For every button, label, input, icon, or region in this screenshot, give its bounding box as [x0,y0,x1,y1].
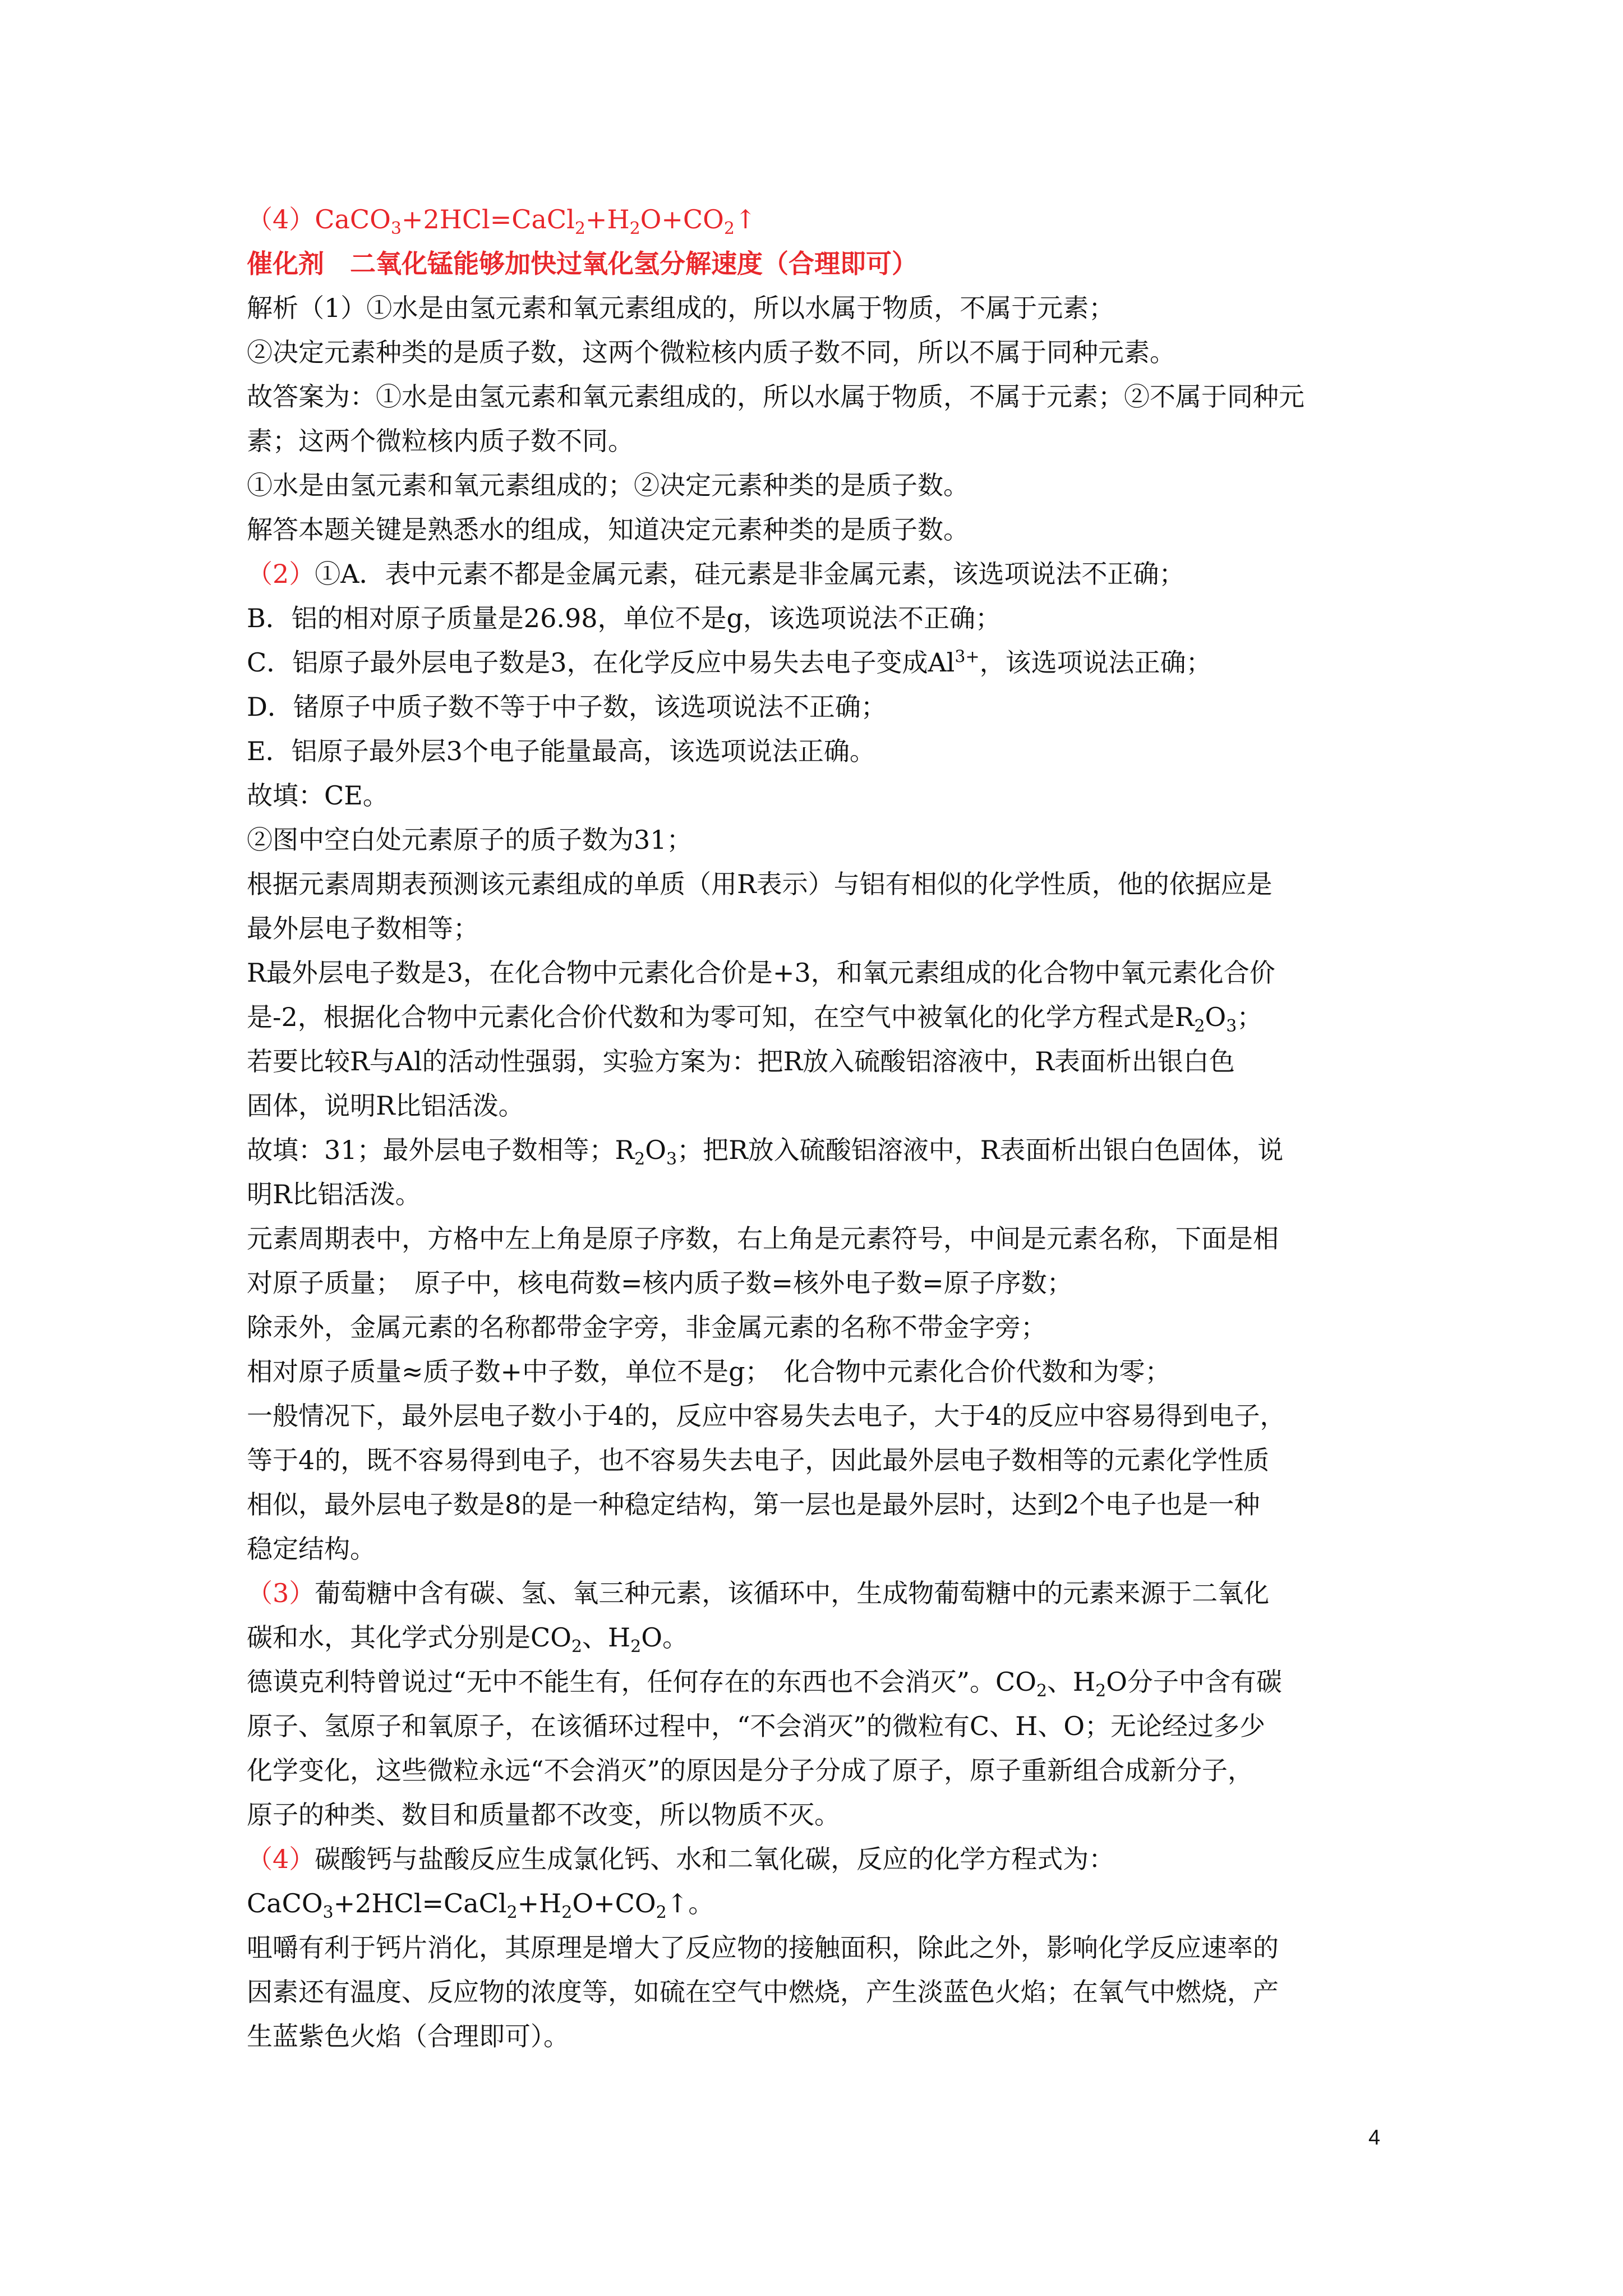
analysis-line: 化学变化，这些微粒永远“不会消灭”的原因是分子分成了原子，原子重新组合成新分子， [247,1755,1254,1786]
analysis-line: 一般情况下，最外层电子数小于4的，反应中容易失去电子，大于4的反应中容易得到电子， [247,1401,1286,1431]
analysis-line: 故填：31；最外层电子数相等；$R_2O_3$；把R放入硫酸铝溶液中，R表面析出银白色固体，说 [247,1135,1284,1170]
analysis-line: 原子、氢原子和氧原子，在该循环过程中，“不会消灭”的微粒有C、H、O；无论经过多少 [247,1711,1266,1741]
answer-equation: $CaCO_3+2HCl=CaCl_2+H_2O+CO_2↑$ [315,204,757,239]
analysis-line: B．铝的相对原子质量是26.98，单位不是g，该选项说法不正确； [247,603,1001,633]
analysis-line: 相对原子质量≈质子数+中子数，单位不是g； 化合物中元素化合价代数和为零； [247,1356,1171,1387]
answer-content [247,197,1391,2059]
analysis-line: 若要比较R与Al的活动性强弱，实验方案为：把R放入硫酸铝溶液中，R表面析出银白色 [247,1046,1235,1076]
answer-equation-line [247,197,1391,242]
analysis-line: 故填：CE。 [247,780,389,811]
analysis-line: 最外层电子数相等； [247,913,479,944]
section-label: （3） [247,1578,315,1608]
analysis-line: ②图中空白处元素原子的质子数为31； [247,825,693,855]
answer-equation-label: （4） [247,204,315,234]
analysis-line: 是-2，根据化合物中元素化合价代数和为零可知，在空气中被氧化的化学方程式是$R_2O_3$； [247,1002,1263,1037]
analysis-line: 因素还有温度、反应物的浓度等，如硫在空气中燃烧，产生淡蓝色火焰；在氧气中燃烧，产 [247,1977,1279,2007]
analysis-line: 稳定结构。 [247,1534,376,1564]
analysis-line: 解答本题关键是熟悉水的组成，知道决定元素种类的是质子数。 [247,514,969,545]
analysis-line: 除汞外，金属元素的名称都带金字旁，非金属元素的名称不带金字旁； [247,1312,1046,1342]
analysis-line: 固体，说明R比铝活泼。 [247,1091,524,1121]
analysis-line: （2）①A．表中元素不都是金属元素，硅元素是非金属元素，该选项说法不正确； [247,559,1185,589]
analysis-line: R最外层电子数是3，在化合物中元素化合价是+3，和氧元素组成的化合物中氧元素化合价 [247,958,1275,988]
analysis-line: 素；这两个微粒核内质子数不同。 [247,426,634,456]
analysis-line: 相似，最外层电子数是8的是一种稳定结构，第一层也是最外层时，达到2个电子也是一种 [247,1489,1260,1520]
analysis-line: 元素周期表中，方格中左上角是原子序数，右上角是元素符号，中间是元素名称，下面是相 [247,1223,1279,1254]
analysis-line: ②决定元素种类的是质子数，这两个微粒核内质子数不同，所以不属于同种元素。 [247,337,1175,367]
analysis-line: 原子的种类、数目和质量都不改变，所以物质不灭。 [247,1800,840,1830]
analysis-line: 德谟克利特曾说过“无中不能生有，任何存在的东西也不会消灭”。$CO_2$、$H_2O$分子中含有碳 [247,1667,1282,1701]
analysis-line: 碳和水，其化学式分别是$CO_2$、$H_2O$。 [247,1622,688,1657]
analysis-line: C．铝原子最外层电子数是3，在化学反应中易失去电子变成$Al^{3+}$，该选项说法正确； [247,647,1212,678]
analysis-line: 等于4的，既不容易得到电子，也不容易失去电子，因此最外层电子数相等的元素化学性质 [247,1445,1270,1475]
analysis-line: 生蓝紫色火焰（合理即可）。 [247,2021,569,2051]
section-label: （2） [247,559,315,589]
analysis-line: 根据元素周期表预测该元素组成的单质（用R表示）与铝有相似的化学性质，他的依据应是 [247,869,1272,899]
analysis-line: 咀嚼有利于钙片消化，其原理是增大了反应物的接触面积，除此之外，影响化学反应速率的 [247,1932,1279,1963]
analysis-line: （4）碳酸钙与盐酸反应生成氯化钙、水和二氧化碳，反应的化学方程式为： [247,1844,1115,1874]
analysis-line: 明R比铝活泼。 [247,1179,421,1209]
page-number: 4 [1368,2126,1381,2150]
analysis-line: E．铝原子最外层3个电子能量最高，该选项说法正确。 [247,736,875,766]
analysis-line: 解析（1）①水是由氢元素和氧元素组成的，所以水属于物质，不属于元素； [247,293,1115,323]
answer-catalyst-line: 催化剂 二氧化锰能够加快过氧化氢分解速度（合理即可） [247,249,917,279]
analysis-equation-line: $CaCO_3+2HCl=CaCl_2+H_2O+CO_2↑$。 [247,1888,714,1923]
analysis-line: ①水是由氢元素和氧元素组成的；②决定元素种类的是质子数。 [247,470,969,500]
analysis-line: D．锗原子中质子数不等于中子数，该选项说法不正确； [247,692,887,722]
section-label: （4） [247,1844,315,1874]
analysis-line: 对原子质量； 原子中，核电荷数=核内质子数=核外电子数=原子序数； [247,1268,1073,1298]
analysis-line: 故答案为：①水是由氢元素和氧元素组成的，所以水属于物质，不属于元素；②不属于同种元 [247,381,1304,412]
analysis-line: （3）葡萄糖中含有碳、氢、氧三种元素，该循环中，生成物葡萄糖中的元素来源于二氧化 [247,1578,1270,1608]
